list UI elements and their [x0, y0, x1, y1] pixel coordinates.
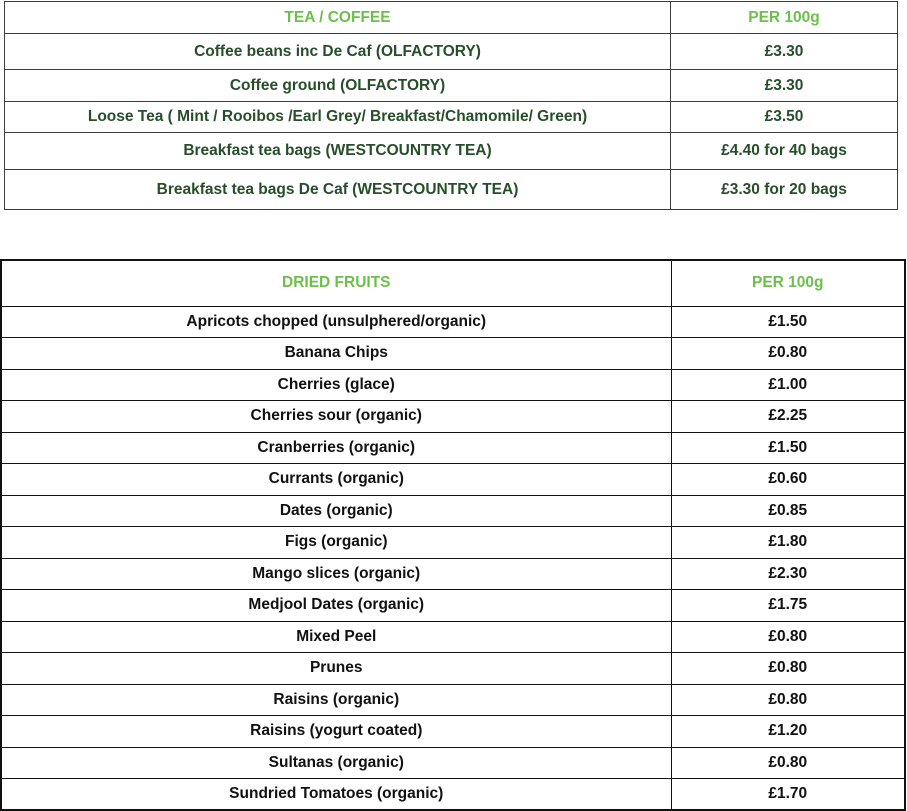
- product-price: £0.80: [671, 747, 905, 779]
- product-price: £0.80: [671, 653, 905, 685]
- table-row: [1, 401, 905, 433]
- product-name: Loose Tea ( Mint / Rooibos /Earl Grey/ Breakfast/Chamomile/ Green): [5, 102, 671, 133]
- product-price: £3.30: [671, 34, 898, 70]
- product-price: £0.80: [671, 684, 905, 716]
- table-row: [1, 716, 905, 748]
- dried-fruits-price-heading: PER 100g: [671, 260, 905, 306]
- product-price: £1.70: [671, 779, 905, 811]
- table-row: [1, 369, 905, 401]
- product-name: Raisins (yogurt coated): [1, 716, 671, 748]
- product-price: £2.30: [671, 558, 905, 590]
- product-name: Coffee beans inc De Caf (OLFACTORY): [5, 34, 671, 70]
- product-name: Breakfast tea bags De Caf (WESTCOUNTRY TEA): [5, 170, 671, 210]
- product-price: £0.85: [671, 495, 905, 527]
- product-price: £1.80: [671, 527, 905, 559]
- table-row: [1, 590, 905, 622]
- product-price: £2.25: [671, 401, 905, 433]
- tea-coffee-price-heading: PER 100g: [671, 2, 898, 34]
- product-price: £1.75: [671, 590, 905, 622]
- product-price: £3.30: [671, 70, 898, 102]
- product-name: Sultanas (organic): [1, 747, 671, 779]
- product-price: £1.50: [671, 432, 905, 464]
- product-name: Cranberries (organic): [1, 432, 671, 464]
- dried-fruits-heading: DRIED FRUITS: [1, 260, 671, 306]
- product-name: Cherries sour (organic): [1, 401, 671, 433]
- product-price: £0.80: [671, 338, 905, 370]
- table-row: [5, 102, 898, 133]
- product-name: Mango slices (organic): [1, 558, 671, 590]
- product-price: £0.60: [671, 464, 905, 496]
- product-name: Banana Chips: [1, 338, 671, 370]
- table-row: [1, 653, 905, 685]
- product-price: £0.80: [671, 621, 905, 653]
- product-price: £3.30 for 20 bags: [671, 170, 898, 210]
- product-price: £4.40 for 40 bags: [671, 133, 898, 170]
- table-row: [1, 495, 905, 527]
- tea-coffee-table: [4, 1, 898, 210]
- product-name: Sundried Tomatoes (organic): [1, 779, 671, 811]
- product-price: £1.20: [671, 716, 905, 748]
- table-row: [5, 34, 898, 70]
- table-row: [1, 306, 905, 338]
- product-price: £1.50: [671, 306, 905, 338]
- product-name: Figs (organic): [1, 527, 671, 559]
- table-row: [1, 464, 905, 496]
- product-name: Cherries (glace): [1, 369, 671, 401]
- product-name: Raisins (organic): [1, 684, 671, 716]
- dried-fruits-table: [0, 259, 906, 811]
- tea-coffee-heading: TEA / COFFEE: [5, 2, 671, 34]
- table-row: [1, 432, 905, 464]
- product-name: Coffee ground (OLFACTORY): [5, 70, 671, 102]
- table-row: [1, 684, 905, 716]
- product-name: Medjool Dates (organic): [1, 590, 671, 622]
- table-row: [1, 747, 905, 779]
- tea-coffee-header-row: [5, 2, 898, 34]
- table-row: [1, 338, 905, 370]
- table-row: [5, 133, 898, 170]
- product-price: £1.00: [671, 369, 905, 401]
- product-name: Prunes: [1, 653, 671, 685]
- product-price: £3.50: [671, 102, 898, 133]
- table-row: [1, 621, 905, 653]
- table-row: [5, 70, 898, 102]
- table-row: [1, 527, 905, 559]
- table-row: [5, 170, 898, 210]
- product-name: Currants (organic): [1, 464, 671, 496]
- product-name: Apricots chopped (unsulphered/organic): [1, 306, 671, 338]
- dried-fruits-header-row: [1, 260, 905, 306]
- table-row: [1, 779, 905, 811]
- product-name: Breakfast tea bags (WESTCOUNTRY TEA): [5, 133, 671, 170]
- table-row: [1, 558, 905, 590]
- product-name: Dates (organic): [1, 495, 671, 527]
- product-name: Mixed Peel: [1, 621, 671, 653]
